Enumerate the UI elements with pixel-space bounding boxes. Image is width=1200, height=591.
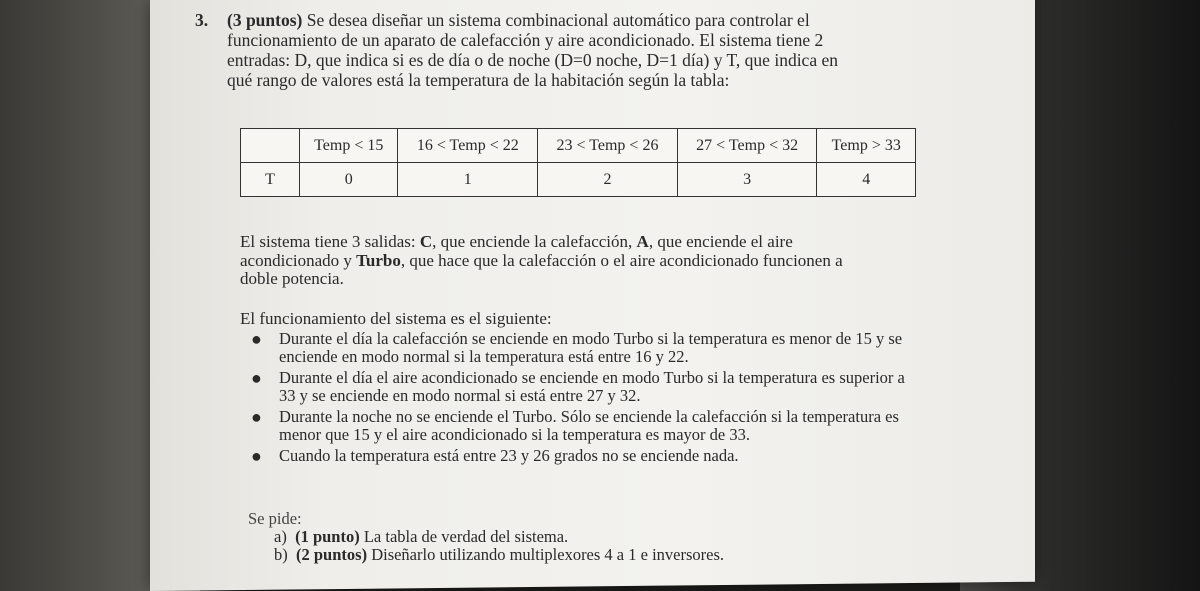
question-line-2: funcionamiento de un aparato de calefacción y aire acondicionado. El sistema tiene 2 <box>227 30 824 50</box>
asks-label: Se pide: <box>248 509 302 528</box>
list-item <box>245 330 905 366</box>
bullet-icon: ● <box>251 407 262 427</box>
table-cell: 1 <box>398 163 538 197</box>
bullet-icon: ● <box>251 446 262 466</box>
table-row <box>241 163 916 197</box>
ask-item-b <box>274 546 724 564</box>
outputs-paragraph <box>240 233 930 289</box>
ask-points: (1 punto) <box>295 527 360 546</box>
outputs-text: doble potencia. <box>240 269 344 288</box>
output-c-label: C <box>419 232 433 251</box>
outputs-text: , que enciende la calefacción, <box>432 232 637 251</box>
table-cell: 4 <box>817 163 916 197</box>
table-cell: 3 <box>677 163 817 197</box>
list-item-text: Cuando la temperatura está entre 23 y 26 grados no se enciende nada. <box>279 446 739 465</box>
question-line-1: Se desea diseñar un sistema combinacional automático para controlar el <box>306 10 810 30</box>
list-item <box>245 369 905 405</box>
question-number: 3. <box>195 10 209 30</box>
list-item-text: Durante el día el aire acondicionado se enciende en modo Turbo si la temperatura es superior a 33 y se enciende en modo normal si está entre 27 y 32. <box>279 368 905 405</box>
outputs-text: , que enciende el aire <box>648 232 793 251</box>
list-item <box>245 408 905 444</box>
table-header-cell: Temp < 15 <box>300 129 398 163</box>
outputs-text: El sistema tiene 3 salidas: <box>240 232 420 251</box>
table-header-cell <box>241 129 300 163</box>
function-list <box>245 330 905 468</box>
list-item <box>245 447 905 465</box>
function-intro: El funcionamiento del sistema es el siguiente: <box>240 309 552 328</box>
table-header-cell: Temp > 33 <box>817 129 916 163</box>
table-header-row <box>241 129 916 163</box>
ask-text: La tabla de verdad del sistema. <box>363 527 569 546</box>
ask-item-a <box>274 528 724 546</box>
table-header-cell: 16 < Temp < 22 <box>398 129 538 163</box>
table-cell: 0 <box>300 163 398 197</box>
temperature-table <box>240 128 916 197</box>
question-block <box>195 10 935 90</box>
question-line-3: entradas: D, que indica si es de día o de noche (D=0 noche, D=1 día) y T, que indica en <box>227 50 838 70</box>
ask-points: (2 puntos) <box>296 545 368 564</box>
output-turbo-label: Turbo <box>356 250 401 270</box>
outputs-text: acondicionado y <box>240 250 357 270</box>
list-item-text: Durante el día la calefacción se enciende en modo Turbo si la temperatura es menor de 15 y se enciende en modo normal si la temperatura está entre 16 y 22. <box>279 329 903 366</box>
table-cell: 2 <box>538 163 678 197</box>
output-a-label: A <box>636 232 649 251</box>
list-item-text: Durante la noche no se enciende el Turbo. Sólo se enciende la calefacción si la temperatura es menor que 15 y el aire acondicionado si la temperatura es mayor de 33. <box>279 407 899 444</box>
table-header-cell: 23 < Temp < 26 <box>538 129 678 163</box>
bullet-icon: ● <box>251 329 262 349</box>
table-cell: T <box>241 163 300 197</box>
ask-letter: b) <box>274 545 288 564</box>
question-line-4: qué rango de valores está la temperatura de la habitación según la tabla: <box>227 70 730 90</box>
bullet-icon: ● <box>251 368 262 388</box>
asks-section <box>248 510 724 564</box>
question-points: (3 puntos) <box>227 10 303 30</box>
table-header-cell: 27 < Temp < 32 <box>677 129 817 163</box>
outputs-text: , que hace que la calefacción o el aire acondicionado funcionen a <box>400 250 843 270</box>
ask-text: Diseñarlo utilizando multiplexores 4 a 1 e inversores. <box>371 545 725 564</box>
ask-letter: a) <box>274 527 287 546</box>
question-text <box>227 10 838 90</box>
